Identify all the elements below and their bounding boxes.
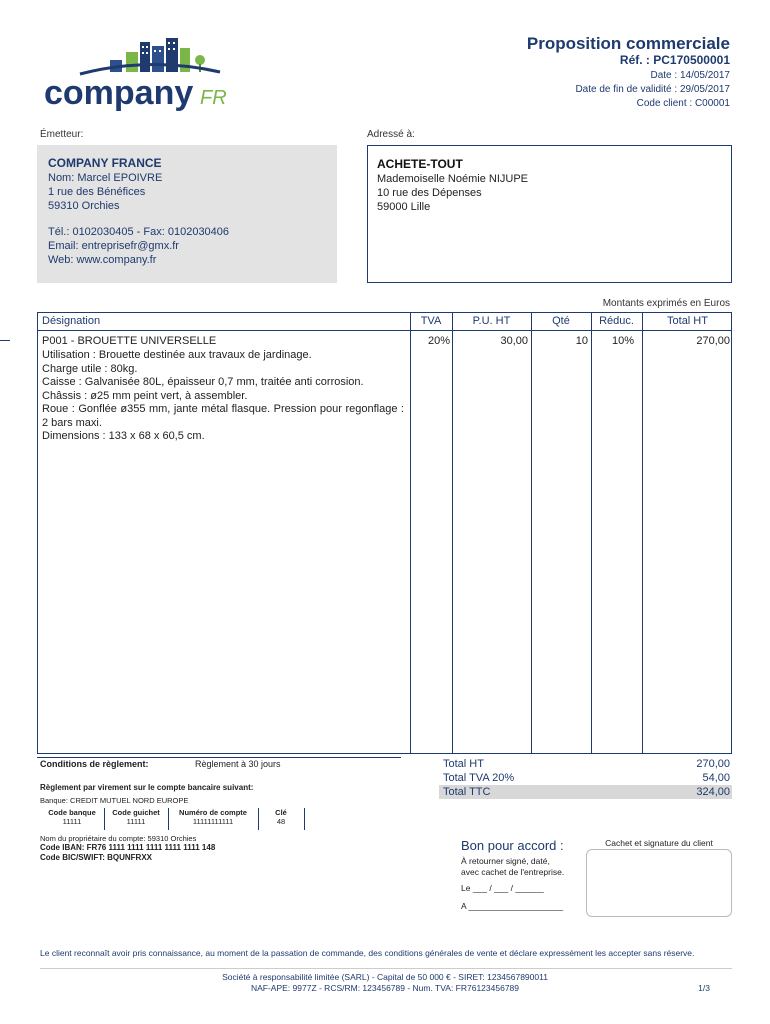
footer-divider xyxy=(40,968,732,969)
emitter-address-2: 59310 Orchies xyxy=(48,200,120,212)
column-divider xyxy=(452,313,453,753)
emitter-box xyxy=(37,145,337,283)
approval-place-line[interactable]: A ____________________ xyxy=(461,901,564,911)
account-number-value: 11111111111 xyxy=(192,817,234,826)
header-unit-price: P.U. HT xyxy=(472,315,511,327)
header-total: Total HT xyxy=(667,315,708,327)
logo-text: company xyxy=(44,74,194,112)
item-desc-line: Dimensions : 133 x 68 x 60,5 cm. xyxy=(42,430,205,442)
client-code: Code client : C00001 xyxy=(636,98,730,109)
bank-col-divider xyxy=(304,808,305,830)
currency-note: Montants exprimés en Euros xyxy=(602,298,730,309)
item-title: P001 - BROUETTE UNIVERSELLE xyxy=(42,335,217,347)
item-unit-price: 30,00 xyxy=(500,335,528,347)
key-col xyxy=(260,808,302,826)
item-desc-line: Châssis : ø25 mm peint vert, à assembler. xyxy=(42,389,248,402)
header-discount: Réduc. xyxy=(599,315,634,327)
payment-conditions-value: Règlement à 30 jours xyxy=(195,759,281,769)
bank-code-header: Code banque xyxy=(48,808,96,817)
recipient-contact: Mademoiselle Noémie NIJUPE xyxy=(377,173,528,185)
approval-instructions xyxy=(461,856,564,878)
iban: Code IBAN: FR76 1111 1111 1111 1111 1111 148 xyxy=(40,843,216,852)
column-divider xyxy=(642,313,643,753)
account-number-col xyxy=(170,808,256,826)
branch-code-col xyxy=(106,808,166,826)
account-owner: Nom du propriétaire du compte: 59310 Orchies xyxy=(40,834,197,843)
approval-line-1: À retourner signé, daté, xyxy=(461,856,550,866)
item-tva: 20% xyxy=(427,335,450,347)
emitter-phone: Tél.: 0102030405 - Fax: 0102030406 xyxy=(48,226,230,238)
account-number-header: Numéro de compte xyxy=(179,808,247,817)
approval-date-line[interactable]: Le ___ / ___ / ______ xyxy=(461,883,544,893)
item-desc-line: Roue : Gonflée ø355 mm, jante métal flasque. Pression pour regonflage : 2 bars maxi. xyxy=(42,403,404,429)
item-desc-line: Caisse : Galvanisée 80L, épaisseur 0,7 mm, traitée anti corrosion. xyxy=(42,376,364,388)
page-number: 1/3 xyxy=(698,983,710,993)
bank-col-divider xyxy=(168,808,169,830)
approval-line-2: avec cachet de l'entreprise. xyxy=(461,867,565,877)
header-tva: TVA xyxy=(420,315,442,327)
bank-col-divider xyxy=(258,808,259,830)
branch-code-header: Code guichet xyxy=(112,808,160,817)
column-divider xyxy=(410,313,411,753)
item-quantity: 10 xyxy=(575,335,588,347)
total-ht-label: Total HT xyxy=(443,758,484,770)
item-desc-line: Utilisation : Brouette destinée aux travaux de jardinage. xyxy=(42,349,312,361)
acceptance-notice: Le client reconnaît avoir pris connaissance, au moment de la passation de commande, des conditions générales de vente et déclare expressément les accepter sans réserve. xyxy=(40,948,695,958)
total-tva-value: 54,00 xyxy=(702,772,730,784)
bank-code-value: 11111 xyxy=(62,817,82,826)
emitter-web: Web: www.company.fr xyxy=(48,254,157,266)
company-legal-line-1: Société à responsabilité limitée (SARL) - Capital de 50 000 € - SIRET: 1234567890011 xyxy=(222,972,548,982)
header-quantity: Qté xyxy=(552,315,570,327)
payment-divider xyxy=(37,757,401,758)
emitter-name: COMPANY FRANCE xyxy=(48,156,162,170)
approval-title: Bon pour accord : xyxy=(461,838,564,853)
column-divider xyxy=(591,313,592,753)
transfer-title: Règlement par virement sur le compte bancaire suivant: xyxy=(40,783,254,792)
recipient-label: Adressé à: xyxy=(367,129,415,140)
bank-code-col xyxy=(40,808,104,826)
total-ht-value: 270,00 xyxy=(696,758,730,770)
key-value: 48 xyxy=(276,817,286,826)
payment-conditions-label: Conditions de règlement: xyxy=(40,759,149,769)
item-total: 270,00 xyxy=(696,335,730,347)
item-desc-line: Charge utile : 80kg. xyxy=(42,362,138,375)
stamp-label: Cachet et signature du client xyxy=(605,838,713,848)
signature-box[interactable] xyxy=(586,849,732,917)
total-ttc-value: 324,00 xyxy=(696,786,730,798)
emitter-contact: Nom: Marcel EPOIVRE xyxy=(48,172,163,184)
logo-suffix: FR xyxy=(200,87,227,109)
bank-col-divider xyxy=(104,808,105,830)
total-tva-label: Total TVA 20% xyxy=(443,772,515,784)
recipient-address-1: 10 rue des Dépenses xyxy=(377,187,482,199)
document-reference: Réf. : PC170500001 xyxy=(619,53,730,67)
table-header-divider xyxy=(38,330,731,331)
emitter-email: Email: entreprisefr@gmx.fr xyxy=(48,240,179,252)
margin-mark xyxy=(0,340,10,341)
items-table xyxy=(37,312,732,754)
recipient-address-2: 59000 Lille xyxy=(377,201,431,213)
item-discount: 10% xyxy=(611,335,634,347)
recipient-box xyxy=(367,145,732,283)
document-date: Date : 14/05/2017 xyxy=(650,70,730,81)
company-logo xyxy=(40,34,240,114)
column-divider xyxy=(531,313,532,753)
item-description xyxy=(42,349,404,444)
key-header: Clé xyxy=(275,808,287,817)
bank-name: Banque: CREDIT MUTUEL NORD EUROPE xyxy=(40,796,189,805)
total-ttc-label: Total TTC xyxy=(443,786,491,798)
emitter-label: Émetteur: xyxy=(40,129,84,140)
branch-code-value: 11111 xyxy=(126,817,146,826)
bic-swift: Code BIC/SWIFT: BQUNFRXX xyxy=(40,853,152,862)
header-designation: Désignation xyxy=(42,313,100,331)
validity-date: Date de fin de validité : 29/05/2017 xyxy=(575,84,730,95)
recipient-name: ACHETE-TOUT xyxy=(377,157,463,171)
emitter-address-1: 1 rue des Bénéfices xyxy=(48,186,146,198)
logo-buildings-icon xyxy=(40,34,240,114)
company-legal-line-2: NAF-APE: 9977Z - RCS/RM: 123456789 - Num. TVA: FR76123456789 xyxy=(250,983,520,993)
document-title: Proposition commerciale xyxy=(526,34,730,53)
